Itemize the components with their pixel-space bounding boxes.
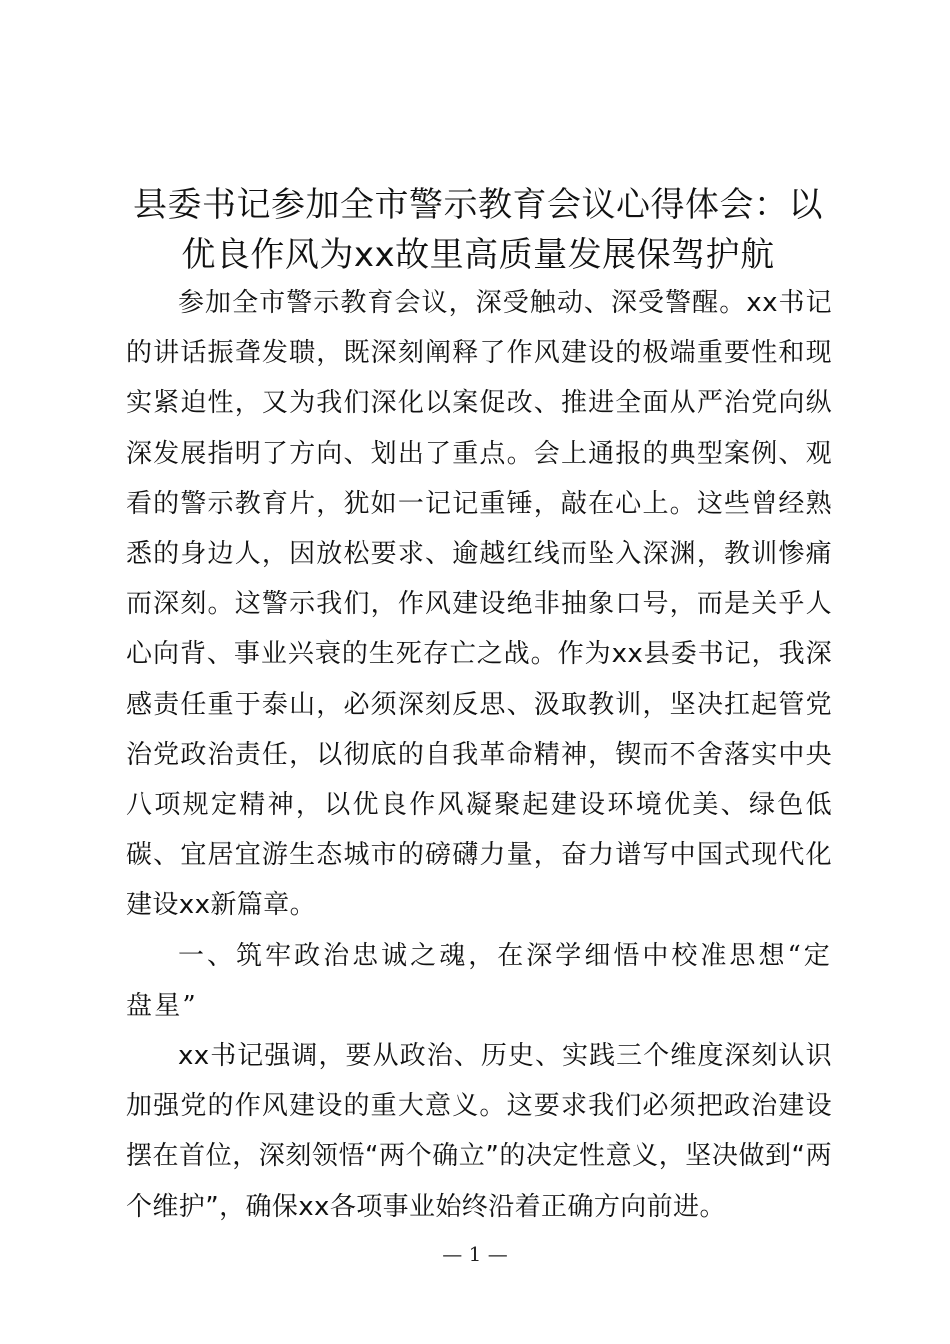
document-title: 县委书记参加全市警示教育会议心得体会：以优良作风为xx故里高质量发展保驾护航 xyxy=(133,185,823,275)
intro-paragraph: 参加全市警示教育会议，深受触动、深受警醒。xx书记的讲话振聋发聩，既深刻阐释了作风建设的极端重要性和现实紧迫性，又为我们深化以案促改、推进全面从严治党向纵深发展指明了方向、划出了重点。会上通报的典型案例、观看的警示教育片，犹如一记记重锤，敲在心上。这些曾经熟悉的身边人，因放松要求、逾越红线而坠入深渊，教训惨痛而深刻。这警示我们，作风建设绝非抽象口号，而是关乎人心向背、事业兴衰的生死存亡之战。作为xx县委书记，我深感责任重于泰山，必须深刻反思、汲取教训，坚决扛起管党治党政治责任，以彻底的自我革命精神，锲而不舍落实中央八项规定精神，以优良作风凝聚起建设环境优美、绿色低碳、宜居宜游生态城市的磅礴力量，奋力谱写中国式现代化建设xx新篇章。 xyxy=(126,288,832,921)
document-body xyxy=(126,278,832,1232)
page-number: — 1 — xyxy=(442,1242,508,1266)
section-heading-1: 一、筑牢政治忠诚之魂，在深学细悟中校准思想“定盘星” xyxy=(126,940,832,1021)
section-1-paragraph: xx书记强调，要从政治、历史、实践三个维度深刻认识加强党的作风建设的重大意义。这要求我们必须把政治建设摆在首位，深刻领悟“两个确立”的决定性意义，坚决做到“两个维护”，确保xx各项事业始终沿着正确方向前进。 xyxy=(126,1041,832,1222)
